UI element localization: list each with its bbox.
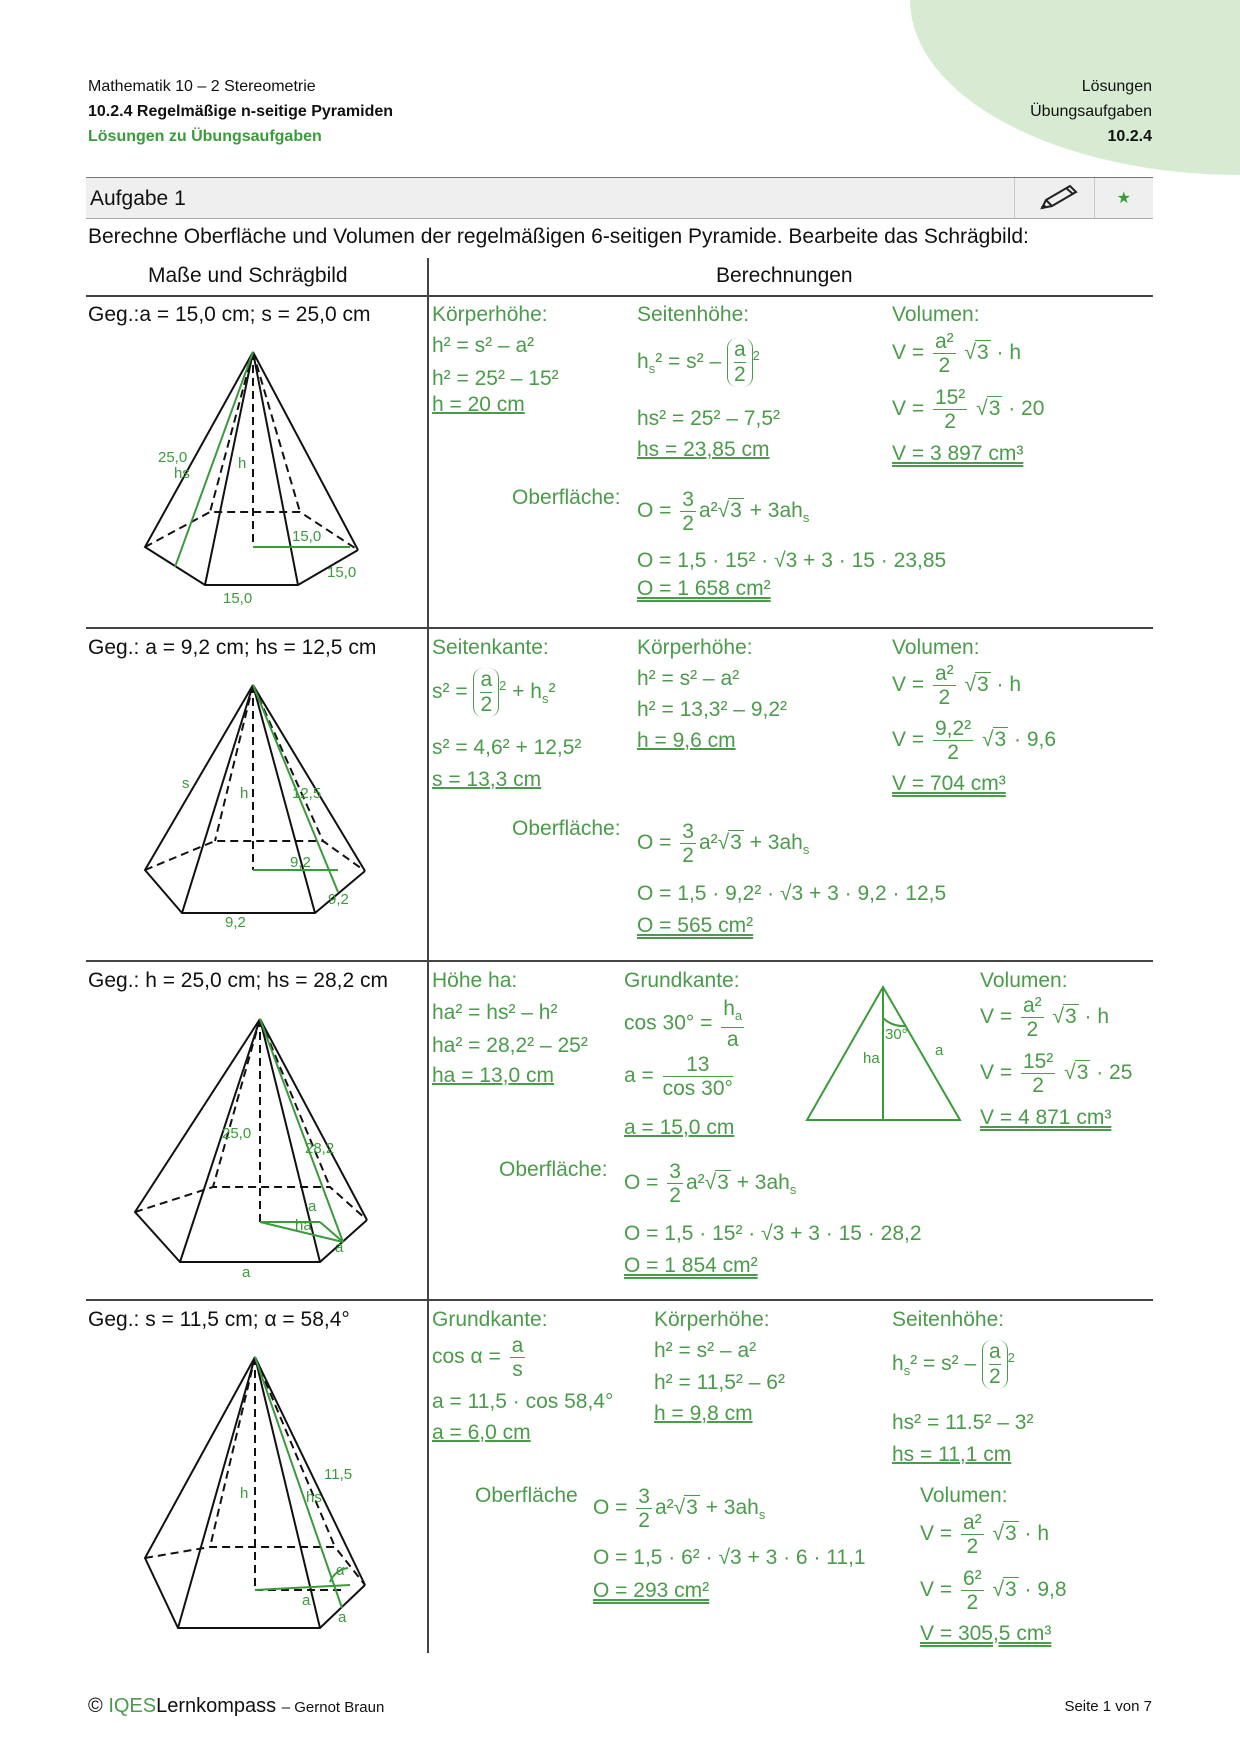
header-solutions: Lösungen: [1081, 78, 1152, 95]
r1-c2-result: hs = 23,85 cm: [637, 438, 770, 461]
column-header-calculations: Berechnungen: [716, 264, 853, 287]
label: 15,0: [292, 528, 322, 545]
header-left: [88, 74, 393, 149]
label: 9,2: [290, 854, 311, 871]
label: a: [335, 1239, 344, 1256]
r3-o-result: O = 1 854 cm²: [624, 1254, 758, 1277]
r2-c1-result: s = 13,3 cm: [432, 768, 542, 791]
header-right: [1030, 74, 1152, 149]
r4-o-line2: O = 1,5 · 6² · √3 + 3 · 6 · 11,1: [593, 1546, 866, 1569]
r4-c2-line1: h² = s² – a²: [654, 1339, 757, 1362]
r1-o-line1: O = $\frac{3}{2}$ $a^2√3 + 3ah_s$: [637, 488, 810, 535]
r4-o-line1: O = $\frac{3}{2}$ $a^2√3 + 3ah_s$: [593, 1485, 766, 1532]
label: 25,0: [222, 1125, 252, 1142]
r3-c1-result: ha = 13,0 cm: [432, 1064, 554, 1087]
given-values: Geg.: a = 9,2 cm; hs = 12,5 cm: [88, 636, 377, 659]
row-divider: [86, 295, 1153, 297]
r1-o-line2: O = 1,5 · 15² · √3 + 3 · 15 · 23,85: [637, 549, 947, 572]
r2-c3-result: V = 704 cm³: [892, 772, 1006, 795]
r2-c3-title: Volumen:: [892, 636, 980, 659]
r4-c3-line2: hs² = 11.5² – 3²: [892, 1411, 1034, 1434]
task-sep: [1014, 178, 1015, 218]
copyright-icon: ©: [88, 1695, 103, 1717]
r4-c2-title: Körperhöhe:: [654, 1308, 770, 1331]
label: a: [242, 1264, 251, 1281]
author: – Gernot Braun: [281, 1699, 385, 1716]
given-values: Geg.: h = 25,0 cm; hs = 28,2 cm: [88, 969, 388, 992]
r2-c1-line2: s² = 4,6² + 12,5²: [432, 736, 582, 759]
r4-c2-line2: h² = 11,5² – 6²: [654, 1371, 785, 1394]
brand-b: Lernkompass: [156, 1695, 277, 1717]
r4-c1-line1: cos α = $\frac{a}{s}$: [432, 1334, 524, 1381]
pyramid-diagram: [130, 1012, 375, 1282]
pyramid-diagram: [140, 345, 370, 605]
r2-c2-result: h = 9,6 cm: [637, 729, 736, 752]
r4-v-result: V = 305,5 cm³: [920, 1622, 1052, 1645]
header-section: 10.2.4: [1107, 128, 1152, 145]
footer-brand: [88, 1695, 384, 1718]
label: h: [240, 1485, 249, 1502]
r3-c2-result: a = 15,0 cm: [624, 1116, 735, 1139]
pyramid-diagram: [140, 1350, 375, 1640]
r4-c1-result: a = 6,0 cm: [432, 1421, 531, 1444]
topic-title: 10.2.4 Regelmäßige n-seitige Pyramiden: [88, 103, 394, 120]
r1-c1-result: h = 20 cm: [432, 393, 525, 416]
label: 28,2: [305, 1140, 335, 1157]
label: a: [302, 1592, 311, 1609]
r4-v-line2: V = $\frac{\text{6²}}{2}$ √3 · 9,8: [920, 1567, 1067, 1614]
brand-a: IQES: [108, 1695, 157, 1717]
row-divider: [86, 960, 1153, 962]
column-header-measures: Maße und Schrägbild: [148, 264, 348, 287]
r1-c3-title: Volumen:: [892, 303, 980, 326]
star-icon: ★: [1116, 190, 1131, 207]
r2-c2-line2: h² = 13,3² – 9,2²: [637, 698, 788, 721]
r4-c3-line1: $h_s^2 = s^2$ – $\frac{a}{2}$ $^2$: [892, 1340, 1015, 1388]
task-bar: [86, 177, 1153, 219]
label: a: [338, 1609, 347, 1626]
r1-c3-line2: V = $\frac{\text{15²}}{2}$ √3 · 20: [892, 386, 1045, 433]
r1-c3-result: V = 3 897 cm³: [892, 442, 1024, 465]
r2-c2-title: Körperhöhe:: [637, 636, 753, 659]
given-values: Geg.:a = 15,0 cm; s = 25,0 cm: [88, 303, 371, 326]
label: ha: [863, 1050, 880, 1067]
task-sep: [1094, 178, 1095, 218]
r2-o-title: Oberfläche:: [512, 817, 621, 840]
r3-o-title: Oberfläche:: [499, 1158, 608, 1181]
label: 11,5: [324, 1466, 353, 1483]
r1-c2-line2: hs² = 25² – 7,5²: [637, 407, 780, 430]
triangle-diagram: [805, 983, 965, 1123]
r3-c1-line2: ha² = 28,2² – 25²: [432, 1034, 588, 1057]
row-divider: [86, 1299, 1153, 1301]
r3-c2-line2: a = $\frac{13}{\cos 30^\circ}$: [624, 1053, 733, 1100]
r3-c3-result: V = 4 871 cm³: [980, 1106, 1112, 1129]
r2-o-line2: O = 1,5 · 9,2² · √3 + 3 · 9,2 · 12,5: [637, 882, 947, 905]
r2-c3-line2: V = $\frac{\text{9,2²}}{2}$ √3 · 9,6: [892, 717, 1057, 764]
label: hs: [306, 1489, 322, 1506]
r4-c1-title: Grundkante:: [432, 1308, 548, 1331]
label: a: [935, 1042, 944, 1059]
r4-o-result: O = 293 cm²: [593, 1579, 710, 1602]
course-title: Mathematik 10 – 2 Stereometrie: [88, 78, 316, 95]
r1-c2-title: Seitenhöhe:: [637, 303, 750, 326]
r2-c1-line1: s² = $\frac{a}{2}$ $^2 + h_s^2$: [432, 668, 556, 716]
r3-c1-title: Höhe ha:: [432, 969, 518, 992]
label: 12,5: [292, 785, 322, 802]
r1-c1-line1: h² = s² – a²: [432, 334, 535, 357]
label: 15,0: [223, 590, 253, 607]
r2-c1-title: Seitenkante:: [432, 636, 549, 659]
r2-o-result: O = 565 cm²: [637, 914, 754, 937]
r3-o-line1: O = $\frac{3}{2}$ $a^2√3 + 3ah_s$: [624, 1160, 797, 1207]
row-divider: [86, 627, 1153, 629]
r3-o-line2: O = 1,5 · 15² · √3 + 3 · 15 · 28,2: [624, 1222, 922, 1245]
label: 9,2: [328, 891, 349, 908]
label: 15,0: [327, 564, 357, 581]
label: 9,2: [225, 914, 246, 931]
r1-o-title: Oberfläche:: [512, 486, 621, 509]
pyramid-diagram: [140, 678, 370, 938]
header-exercises: Übungsaufgaben: [1030, 103, 1152, 120]
r1-c1-title: Körperhöhe:: [432, 303, 548, 326]
r1-c1-line2: h² = 25² – 15²: [432, 367, 559, 390]
r4-c1-line2: a = 11,5 · cos 58,4°: [432, 1390, 614, 1413]
column-divider: [427, 258, 429, 1653]
given-values: Geg.: s = 11,5 cm; α = 58,4°: [88, 1308, 350, 1331]
label: h: [240, 785, 249, 802]
r1-c3-line1: V = $\frac{\text{a²}}{2}$ √3 · h: [892, 330, 1022, 377]
r2-c3-line1: V = $\frac{\text{a²}}{2}$ √3 · h: [892, 662, 1022, 709]
r4-c3-title: Seitenhöhe:: [892, 1308, 1005, 1331]
r3-c2-title: Grundkante:: [624, 969, 740, 992]
subtitle: Lösungen zu Übungsaufgaben: [88, 128, 322, 145]
r3-c2-line1: cos 30° = $\frac{h_a}{a}$: [624, 997, 743, 1052]
instruction: Berechne Oberfläche und Volumen der regelmäßigen 6-seitigen Pyramide. Bearbeite das Schrägbild:: [88, 225, 1029, 248]
label: α: [336, 1562, 345, 1579]
label: a: [308, 1198, 317, 1215]
r3-c3-line2: V = $\frac{\text{15²}}{2}$ √3 · 25: [980, 1050, 1133, 1097]
label: h: [238, 455, 247, 472]
r3-c3-title: Volumen:: [980, 969, 1068, 992]
label: ha: [295, 1217, 312, 1234]
r1-c2-line1: $h_s^2 = s^2$ – $\frac{a}{2}$ $^2$: [637, 338, 760, 386]
r4-o-title: Oberfläche: [475, 1484, 578, 1507]
r4-v-line1: V = $\frac{\text{a²}}{2}$ √3 · h: [920, 1511, 1050, 1558]
page-number: Seite 1 von 7: [1064, 1698, 1152, 1715]
pencil-icon: [1036, 182, 1080, 214]
r4-c2-result: h = 9,8 cm: [654, 1402, 753, 1425]
r4-c3-result: hs = 11,1 cm: [892, 1443, 1012, 1466]
label: 30°: [885, 1026, 908, 1043]
label: 25,0: [158, 449, 188, 466]
label: s: [182, 775, 190, 792]
r3-c1-line1: ha² = hs² – h²: [432, 1001, 558, 1024]
r2-c2-line1: h² = s² – a²: [637, 667, 740, 690]
r2-o-line1: O = $\frac{3}{2}$ $a^2√3 + 3ah_s$: [637, 820, 810, 867]
task-title: Aufgabe 1: [90, 187, 186, 210]
r1-o-result: O = 1 658 cm²: [637, 577, 771, 600]
r3-c3-line1: V = $\frac{\text{a²}}{2}$ √3 · h: [980, 994, 1110, 1041]
r4-v-title: Volumen:: [920, 1484, 1008, 1507]
label: hs: [174, 465, 190, 482]
